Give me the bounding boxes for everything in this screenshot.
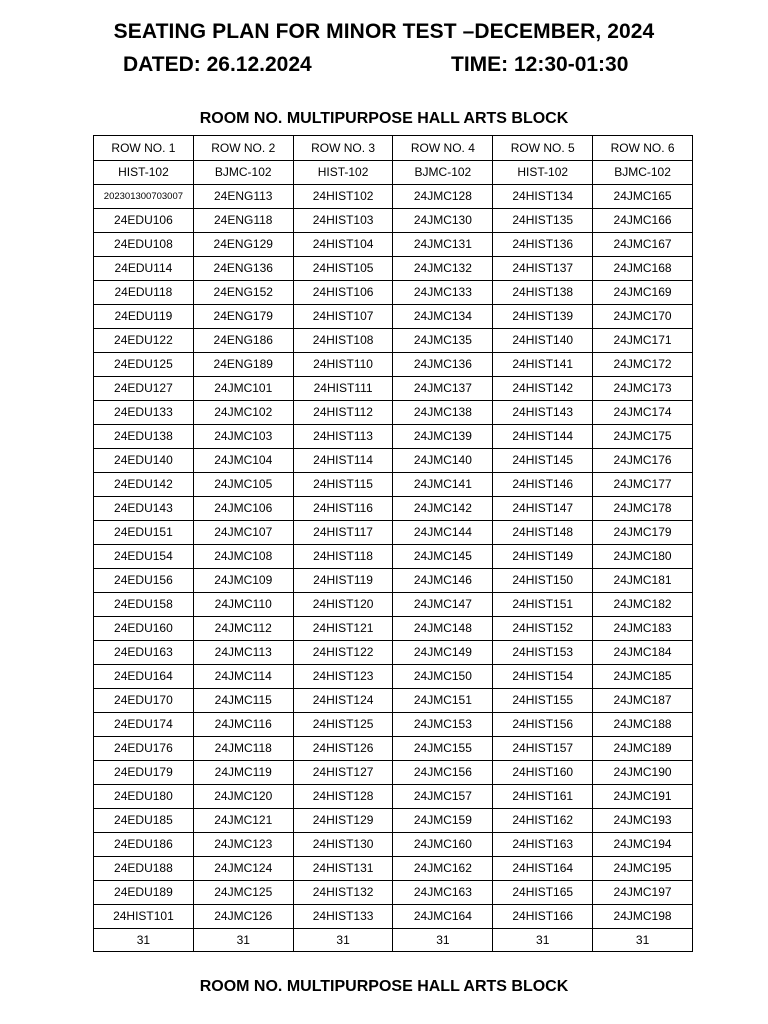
table-cell: 24HIST144 xyxy=(493,425,593,449)
table-cell: 24HIST162 xyxy=(493,809,593,833)
table-cell: 24HIST153 xyxy=(493,641,593,665)
table-cell: 24JMC171 xyxy=(593,329,693,353)
table-cell: 24EDU127 xyxy=(94,377,194,401)
table-cell: 24JMC166 xyxy=(593,209,693,233)
table-cell: 24HIST166 xyxy=(493,905,593,929)
table-cell: 24EDU156 xyxy=(94,569,194,593)
table-cell: 24HIST134 xyxy=(493,185,593,209)
table-cell: 24HIST132 xyxy=(293,881,393,905)
table-cell: 24JMC105 xyxy=(193,473,293,497)
table-row xyxy=(94,641,693,665)
table-cell: 24HIST161 xyxy=(493,785,593,809)
table-cell: 24EDU118 xyxy=(94,281,194,305)
table-cell: 24HIST104 xyxy=(293,233,393,257)
table-cell: 24JMC167 xyxy=(593,233,693,257)
table-cell: 24JMC130 xyxy=(393,209,493,233)
table-cell: 24JMC108 xyxy=(193,545,293,569)
table-cell: 24HIST165 xyxy=(493,881,593,905)
table-cell: ROW NO. 6 xyxy=(593,136,693,161)
table-row xyxy=(94,737,693,761)
table-row xyxy=(94,233,693,257)
table-row xyxy=(94,305,693,329)
table-cell: 24HIST124 xyxy=(293,689,393,713)
table-cell: 24JMC137 xyxy=(393,377,493,401)
table-cell: 24HIST111 xyxy=(293,377,393,401)
table-cell: 24EDU108 xyxy=(94,233,194,257)
table-cell: 24HIST128 xyxy=(293,785,393,809)
table-cell: 24JMC157 xyxy=(393,785,493,809)
table-cell: 24JMC165 xyxy=(593,185,693,209)
table-cell: 24HIST115 xyxy=(293,473,393,497)
subject-row xyxy=(94,161,693,185)
table-cell: 24HIST148 xyxy=(493,521,593,545)
table-cell: 31 xyxy=(94,929,194,952)
table-cell: 24JMC132 xyxy=(393,257,493,281)
table-cell: 24EDU179 xyxy=(94,761,194,785)
table-cell: 24JMC187 xyxy=(593,689,693,713)
table-cell: 24ENG189 xyxy=(193,353,293,377)
table-cell: 24JMC160 xyxy=(393,833,493,857)
table-cell: 31 xyxy=(493,929,593,952)
table-cell: 24JMC106 xyxy=(193,497,293,521)
table-row xyxy=(94,329,693,353)
table-cell: 24HIST108 xyxy=(293,329,393,353)
table-cell: 24HIST101 xyxy=(94,905,194,929)
table-cell: HIST-102 xyxy=(293,161,393,185)
table-cell: 24JMC177 xyxy=(593,473,693,497)
table-cell: 24JMC162 xyxy=(393,857,493,881)
table-cell: 24JMC133 xyxy=(393,281,493,305)
table-cell: 24HIST112 xyxy=(293,401,393,425)
table-cell: 24HIST126 xyxy=(293,737,393,761)
table-row xyxy=(94,617,693,641)
table-cell: 24JMC113 xyxy=(193,641,293,665)
table-cell: 24JMC104 xyxy=(193,449,293,473)
table-cell: 24HIST152 xyxy=(493,617,593,641)
table-cell: 24HIST125 xyxy=(293,713,393,737)
table-cell: 24JMC146 xyxy=(393,569,493,593)
page-title: SEATING PLAN FOR MINOR TEST –DECEMBER, 2024 xyxy=(113,20,655,43)
table-cell: 24EDU174 xyxy=(94,713,194,737)
table-row xyxy=(94,569,693,593)
table-cell: 31 xyxy=(193,929,293,952)
table-cell: 24JMC135 xyxy=(393,329,493,353)
table-cell: 24JMC102 xyxy=(193,401,293,425)
totals-row xyxy=(94,929,693,952)
table-row xyxy=(94,689,693,713)
table-cell: 24JMC125 xyxy=(193,881,293,905)
table-cell: 24JMC185 xyxy=(593,665,693,689)
table-cell: 24JMC121 xyxy=(193,809,293,833)
table-cell: 24HIST110 xyxy=(293,353,393,377)
table-cell: 24HIST149 xyxy=(493,545,593,569)
table-cell: 24JMC193 xyxy=(593,809,693,833)
table-cell: 24HIST156 xyxy=(493,713,593,737)
table-cell: ROW NO. 5 xyxy=(493,136,593,161)
table-cell: 24JMC174 xyxy=(593,401,693,425)
table-cell: 24HIST142 xyxy=(493,377,593,401)
table-cell: 24JMC138 xyxy=(393,401,493,425)
table-cell: 24HIST114 xyxy=(293,449,393,473)
table-cell: 24JMC175 xyxy=(593,425,693,449)
table-cell: 24EDU180 xyxy=(94,785,194,809)
table-row xyxy=(94,809,693,833)
table-cell: 24JMC126 xyxy=(193,905,293,929)
table-row xyxy=(94,353,693,377)
table-cell: 24JMC181 xyxy=(593,569,693,593)
table-cell: 24EDU164 xyxy=(94,665,194,689)
table-row xyxy=(94,521,693,545)
table-cell: 24HIST136 xyxy=(493,233,593,257)
table-cell: 24ENG118 xyxy=(193,209,293,233)
table-cell: 24JMC139 xyxy=(393,425,493,449)
table-cell: 24JMC170 xyxy=(593,305,693,329)
table-cell: 24JMC142 xyxy=(393,497,493,521)
table-cell: 24JMC149 xyxy=(393,641,493,665)
table-cell: 24EDU138 xyxy=(94,425,194,449)
table-cell: 24JMC114 xyxy=(193,665,293,689)
table-cell: 24EDU176 xyxy=(94,737,194,761)
table-row xyxy=(94,713,693,737)
table-row xyxy=(94,881,693,905)
table-cell: 24JMC156 xyxy=(393,761,493,785)
table-cell: 24HIST150 xyxy=(493,569,593,593)
table-cell: HIST-102 xyxy=(94,161,194,185)
table-row xyxy=(94,785,693,809)
table-cell: 24EDU158 xyxy=(94,593,194,617)
table-row xyxy=(94,377,693,401)
table-cell: 24JMC112 xyxy=(193,617,293,641)
table-cell: ROW NO. 3 xyxy=(293,136,393,161)
table-cell: 24EDU186 xyxy=(94,833,194,857)
table-cell: 31 xyxy=(593,929,693,952)
table-cell: 24JMC178 xyxy=(593,497,693,521)
table-cell: ROW NO. 4 xyxy=(393,136,493,161)
table-cell: 24JMC115 xyxy=(193,689,293,713)
table-cell: 24JMC119 xyxy=(193,761,293,785)
table-cell: 24JMC109 xyxy=(193,569,293,593)
table-cell: 24JMC120 xyxy=(193,785,293,809)
table-cell: 24HIST116 xyxy=(293,497,393,521)
seating-table xyxy=(93,135,693,952)
table-cell: 24JMC128 xyxy=(393,185,493,209)
table-cell: 24JMC169 xyxy=(593,281,693,305)
table-row xyxy=(94,401,693,425)
table-cell: 24JMC159 xyxy=(393,809,493,833)
table-row xyxy=(94,593,693,617)
table-row xyxy=(94,425,693,449)
exam-time: TIME: 12:30-01:30 xyxy=(451,53,629,76)
table-cell: 24HIST151 xyxy=(493,593,593,617)
table-cell: 24HIST129 xyxy=(293,809,393,833)
table-cell: 24HIST122 xyxy=(293,641,393,665)
table-cell: 24HIST140 xyxy=(493,329,593,353)
table-cell: 24HIST135 xyxy=(493,209,593,233)
table-cell: 24HIST155 xyxy=(493,689,593,713)
room-label-bottom: ROOM NO. MULTIPURPOSE HALL ARTS BLOCK xyxy=(199,978,569,995)
table-cell: 24EDU125 xyxy=(94,353,194,377)
table-cell: 24JMC148 xyxy=(393,617,493,641)
table-cell: 24JMC140 xyxy=(393,449,493,473)
table-cell: 24HIST127 xyxy=(293,761,393,785)
table-cell: 24JMC180 xyxy=(593,545,693,569)
table-cell: 202301300703007 xyxy=(94,185,194,209)
table-cell: BJMC-102 xyxy=(393,161,493,185)
table-cell: 24HIST146 xyxy=(493,473,593,497)
table-cell: 24JMC141 xyxy=(393,473,493,497)
table-row xyxy=(94,905,693,929)
table-cell: ROW NO. 2 xyxy=(193,136,293,161)
table-cell: 24HIST141 xyxy=(493,353,593,377)
table-header-row xyxy=(94,136,693,161)
table-cell: 24ENG136 xyxy=(193,257,293,281)
table-cell: 24HIST139 xyxy=(493,305,593,329)
table-cell: 24ENG152 xyxy=(193,281,293,305)
table-cell: 24HIST157 xyxy=(493,737,593,761)
table-cell: 24EDU143 xyxy=(94,497,194,521)
table-cell: 24JMC183 xyxy=(593,617,693,641)
table-cell: 24JMC151 xyxy=(393,689,493,713)
table-cell: 24JMC103 xyxy=(193,425,293,449)
table-cell: 24JMC168 xyxy=(593,257,693,281)
table-cell: 24JMC107 xyxy=(193,521,293,545)
table-cell: 24JMC136 xyxy=(393,353,493,377)
table-cell: 24HIST138 xyxy=(493,281,593,305)
table-row xyxy=(94,761,693,785)
table-cell: 24HIST119 xyxy=(293,569,393,593)
table-row xyxy=(94,449,693,473)
table-row xyxy=(94,545,693,569)
table-cell: 24HIST163 xyxy=(493,833,593,857)
table-cell: 24EDU188 xyxy=(94,857,194,881)
table-cell: 24JMC155 xyxy=(393,737,493,761)
table-row xyxy=(94,209,693,233)
exam-date: DATED: 26.12.2024 xyxy=(123,53,312,76)
table-cell: 24EDU106 xyxy=(94,209,194,233)
table-cell: 24ENG186 xyxy=(193,329,293,353)
table-cell: 24JMC184 xyxy=(593,641,693,665)
table-cell: 24ENG113 xyxy=(193,185,293,209)
table-cell: 24HIST137 xyxy=(493,257,593,281)
table-cell: 24HIST120 xyxy=(293,593,393,617)
table-cell: 24HIST143 xyxy=(493,401,593,425)
table-cell: 24JMC189 xyxy=(593,737,693,761)
table-row xyxy=(94,857,693,881)
table-cell: 24EDU170 xyxy=(94,689,194,713)
table-cell: 24HIST164 xyxy=(493,857,593,881)
table-cell: 24EDU122 xyxy=(94,329,194,353)
table-cell: 24EDU189 xyxy=(94,881,194,905)
table-cell: 24HIST102 xyxy=(293,185,393,209)
table-row xyxy=(94,497,693,521)
table-row xyxy=(94,281,693,305)
table-cell: 24JMC150 xyxy=(393,665,493,689)
table-cell: 24EDU160 xyxy=(94,617,194,641)
table-row xyxy=(94,665,693,689)
table-row xyxy=(94,833,693,857)
table-cell: 24JMC182 xyxy=(593,593,693,617)
table-cell: 24JMC163 xyxy=(393,881,493,905)
table-cell: HIST-102 xyxy=(493,161,593,185)
table-cell: 24HIST130 xyxy=(293,833,393,857)
table-cell: 24JMC123 xyxy=(193,833,293,857)
table-cell: 24JMC131 xyxy=(393,233,493,257)
table-cell: 24EDU114 xyxy=(94,257,194,281)
table-cell: 24HIST117 xyxy=(293,521,393,545)
table-cell: 31 xyxy=(293,929,393,952)
table-cell: 24JMC144 xyxy=(393,521,493,545)
table-cell: 24JMC188 xyxy=(593,713,693,737)
table-cell: BJMC-102 xyxy=(193,161,293,185)
table-cell: 24JMC173 xyxy=(593,377,693,401)
table-cell: 24HIST113 xyxy=(293,425,393,449)
table-cell: 24HIST123 xyxy=(293,665,393,689)
table-cell: 24JMC172 xyxy=(593,353,693,377)
table-cell: 24JMC116 xyxy=(193,713,293,737)
table-cell: 24JMC164 xyxy=(393,905,493,929)
table-cell: 24EDU163 xyxy=(94,641,194,665)
table-cell: 24HIST160 xyxy=(493,761,593,785)
table-cell: 24JMC191 xyxy=(593,785,693,809)
table-cell: 24JMC124 xyxy=(193,857,293,881)
table-cell: 24EDU154 xyxy=(94,545,194,569)
table-cell: 24ENG129 xyxy=(193,233,293,257)
table-cell: 24JMC145 xyxy=(393,545,493,569)
table-cell: 24EDU133 xyxy=(94,401,194,425)
table-cell: 24JMC147 xyxy=(393,593,493,617)
table-row xyxy=(94,473,693,497)
room-label-top: ROOM NO. MULTIPURPOSE HALL ARTS BLOCK xyxy=(199,110,569,127)
table-cell: 24JMC101 xyxy=(193,377,293,401)
table-cell: 24JMC179 xyxy=(593,521,693,545)
table-cell: 24EDU119 xyxy=(94,305,194,329)
table-cell: 24JMC197 xyxy=(593,881,693,905)
table-cell: 24JMC198 xyxy=(593,905,693,929)
table-cell: 24HIST103 xyxy=(293,209,393,233)
table-cell: 24HIST145 xyxy=(493,449,593,473)
table-cell: 24HIST118 xyxy=(293,545,393,569)
table-cell: 24HIST106 xyxy=(293,281,393,305)
table-cell: 24EDU151 xyxy=(94,521,194,545)
table-cell: 24HIST107 xyxy=(293,305,393,329)
table-cell: 24HIST133 xyxy=(293,905,393,929)
table-cell: 24JMC194 xyxy=(593,833,693,857)
table-row xyxy=(94,257,693,281)
table-cell: 24EDU142 xyxy=(94,473,194,497)
table-row xyxy=(94,185,693,209)
table-cell: 24HIST154 xyxy=(493,665,593,689)
table-cell: 24JMC110 xyxy=(193,593,293,617)
table-cell: 24JMC134 xyxy=(393,305,493,329)
table-cell: 24JMC195 xyxy=(593,857,693,881)
table-cell: 24JMC153 xyxy=(393,713,493,737)
table-cell: BJMC-102 xyxy=(593,161,693,185)
table-cell: 24EDU140 xyxy=(94,449,194,473)
table-cell: 24JMC118 xyxy=(193,737,293,761)
table-cell: 24HIST121 xyxy=(293,617,393,641)
table-cell: 24HIST105 xyxy=(293,257,393,281)
table-cell: 24ENG179 xyxy=(193,305,293,329)
table-cell: 24EDU185 xyxy=(94,809,194,833)
table-cell: ROW NO. 1 xyxy=(94,136,194,161)
table-cell: 24HIST147 xyxy=(493,497,593,521)
table-cell: 24HIST131 xyxy=(293,857,393,881)
table-cell: 24JMC176 xyxy=(593,449,693,473)
seating-table-body xyxy=(94,136,693,952)
table-cell: 24JMC190 xyxy=(593,761,693,785)
table-cell: 31 xyxy=(393,929,493,952)
